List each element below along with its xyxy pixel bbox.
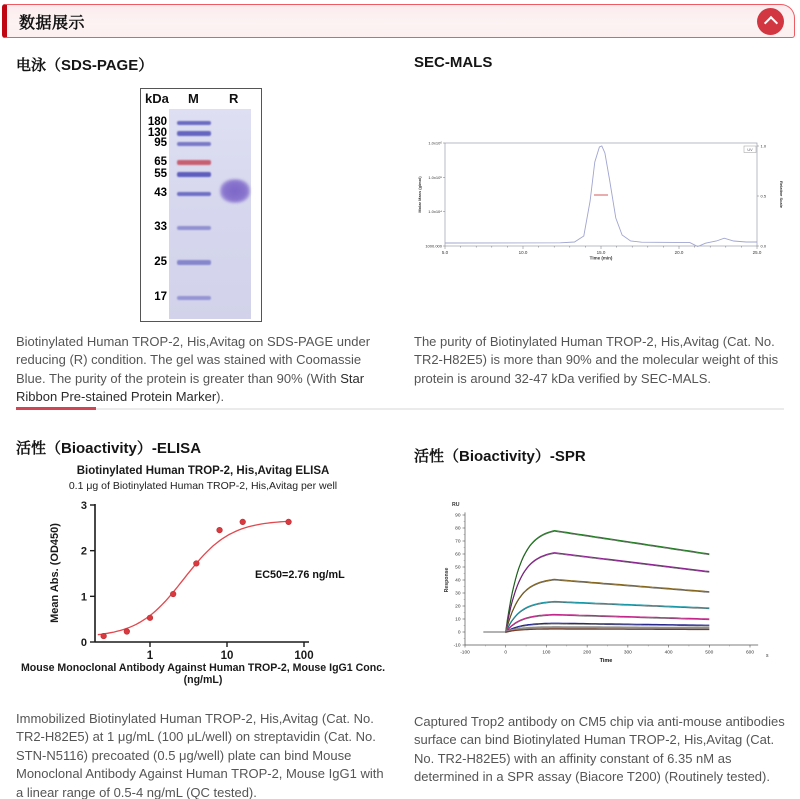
svg-text:80: 80	[455, 526, 461, 532]
svg-text:1: 1	[146, 650, 154, 662]
svg-text:10: 10	[220, 650, 234, 662]
elisa-caption: Immobilized Biotinylated Human TROP-2, His,Avitag (Cat. No. TR2-H82E5) at 1 μg/mL (100 μL/well) on streptavidin (Cat. No. STN-N5116) precoated (0.5 μg/well) plate can bind Mouse Monoclonal Antibody Against Human TROP-2, Mouse IgG1 with a linear range of 0.5-4 ng/mL (QC tested).	[16, 711, 384, 799]
svg-text:5.0: 5.0	[441, 250, 449, 255]
svg-text:30: 30	[455, 591, 461, 597]
sds-caption-suffix: ).	[216, 389, 225, 405]
svg-text:300: 300	[623, 650, 632, 656]
svg-text:1: 1	[80, 591, 87, 604]
data-display-header	[2, 4, 795, 38]
svg-text:Time (min): Time (min)	[589, 255, 613, 261]
svg-text:0: 0	[504, 650, 508, 656]
gel-marker-band	[177, 172, 211, 177]
svg-text:Relative Scale: Relative Scale	[779, 181, 784, 208]
gel-marker-band	[177, 121, 211, 125]
svg-text:100: 100	[294, 650, 314, 662]
svg-text:0.0: 0.0	[760, 243, 767, 249]
svg-text:40: 40	[455, 578, 461, 584]
gel-kda-label: 65	[154, 155, 167, 168]
elisa-x-axis-label: Mouse Monoclonal Antibody Against Human TROP-2, Mouse IgG1 Conc. (ng/mL)	[20, 662, 386, 686]
gel-kda-label: 55	[154, 167, 167, 180]
svg-text:50: 50	[455, 565, 461, 571]
svg-text:200: 200	[583, 650, 592, 656]
spr-section-title: 活性（Bioactivity）-SPR	[414, 448, 586, 465]
gel-lane-image	[169, 109, 251, 319]
svg-text:RU: RU	[452, 502, 460, 508]
svg-text:600: 600	[745, 650, 755, 656]
elisa-section-title: 活性（Bioactivity）-ELISA	[16, 440, 202, 457]
svg-text:25.0: 25.0	[752, 250, 762, 255]
page-title: 数据展示	[19, 14, 86, 32]
svg-text:UV: UV	[747, 148, 753, 152]
svg-text:90: 90	[455, 513, 461, 519]
svg-text:10.0: 10.0	[518, 250, 528, 255]
gel-marker-band	[177, 160, 211, 166]
svg-text:70: 70	[455, 539, 461, 545]
gel-kda-label: 43	[154, 187, 167, 200]
svg-text:10: 10	[455, 617, 461, 623]
sds-caption-text: Biotinylated Human TROP-2, His,Avitag on SDS-PAGE under reducing (R) condition. The gel was stained with Coomassie Blue. The purity of the protein is greater than 90% (With	[16, 334, 371, 386]
svg-text:Response: Response	[444, 567, 450, 593]
chevron-up-icon	[763, 16, 777, 30]
svg-text:Time: Time	[599, 658, 613, 664]
gel-marker-band	[177, 131, 211, 136]
gel-kda-label: 95	[154, 136, 167, 149]
spr-caption: Captured Trop2 antibody on CM5 chip via anti-mouse antibodies surface can bind Biotinylated Human TROP-2, His,Avitag (Cat. No. TR2-H82E5) with an affinity constant of 6.35 nM as determined in a SPR assay (Biacore T200) (Routinely tested).	[414, 714, 785, 785]
elisa-chart-title: Biotinylated Human TROP-2, His,Avitag ELISA	[76, 465, 330, 477]
elisa-chart-subtitle: 0.1 μg of Biotinylated Human TROP-2, His,Avitag per well	[68, 480, 338, 492]
gel-marker-band	[177, 260, 211, 265]
gel-column-header: kDa	[145, 91, 169, 106]
gel-kda-label: 130	[147, 126, 167, 139]
svg-text:0.5: 0.5	[760, 193, 767, 199]
svg-text:1000.000: 1000.000	[425, 243, 442, 249]
sds-page-section-title: 电泳（SDS-PAGE）	[16, 57, 154, 74]
sec-mals-caption: The purity of Biotinylated Human TROP-2, His,Avitag (Cat. No. TR2-H82E5) is more than 90% and the molecular weight of this protein is around 32-47 kDa verified by SEC-MALS.	[414, 334, 779, 386]
gel-marker-band	[177, 192, 211, 197]
svg-text:EC50=2.76 ng/mL: EC50=2.76 ng/mL	[255, 569, 345, 581]
svg-text:20.0: 20.0	[674, 250, 684, 255]
gel-sample-band	[220, 179, 250, 203]
gel-marker-band	[177, 296, 211, 300]
svg-text:100: 100	[542, 650, 551, 656]
svg-text:-10: -10	[453, 643, 461, 649]
gel-kda-label: 180	[147, 116, 167, 129]
sds-page-gel-figure	[140, 88, 262, 322]
sec-mals-section-title: SEC-MALS	[414, 54, 493, 71]
gel-marker-band	[177, 226, 211, 230]
gel-marker-band	[177, 142, 211, 146]
protein-marker-link[interactable]: Star Ribbon Pre-stained Protein Marker	[16, 370, 365, 405]
spr-chart	[414, 492, 788, 677]
elisa-chart	[16, 497, 390, 665]
svg-text:2: 2	[80, 545, 87, 558]
svg-text:Molar Mass (g/mol): Molar Mass (g/mol)	[417, 176, 422, 213]
gel-column-header: M	[188, 91, 199, 106]
divider-accent	[16, 407, 96, 410]
svg-text:1.0x10⁵: 1.0x10⁵	[428, 174, 442, 180]
svg-text:1.0x10⁴: 1.0x10⁴	[428, 209, 442, 215]
sec-mals-chart	[414, 133, 788, 273]
collapse-section-button[interactable]	[757, 8, 784, 35]
svg-text:3: 3	[80, 500, 87, 512]
divider-line	[16, 408, 784, 410]
svg-text:0: 0	[457, 630, 461, 636]
gel-kda-label: 17	[154, 290, 167, 303]
svg-text:400: 400	[664, 650, 673, 656]
gel-column-header: R	[229, 91, 239, 106]
svg-text:0: 0	[80, 637, 87, 649]
svg-text:Mean Abs. (OD450): Mean Abs. (OD450)	[49, 523, 61, 623]
svg-text:20: 20	[455, 604, 461, 610]
svg-text:s: s	[766, 653, 769, 659]
section-divider	[16, 407, 784, 410]
svg-text:-100: -100	[460, 650, 470, 656]
gel-kda-label: 25	[154, 255, 167, 268]
svg-text:60: 60	[455, 552, 461, 558]
gel-kda-label: 33	[154, 220, 167, 233]
svg-text:500: 500	[705, 650, 714, 656]
svg-text:15.0: 15.0	[596, 250, 606, 255]
svg-text:1.0: 1.0	[760, 143, 767, 149]
svg-text:1.0x10⁶: 1.0x10⁶	[428, 140, 442, 146]
sds-page-caption	[16, 333, 384, 407]
